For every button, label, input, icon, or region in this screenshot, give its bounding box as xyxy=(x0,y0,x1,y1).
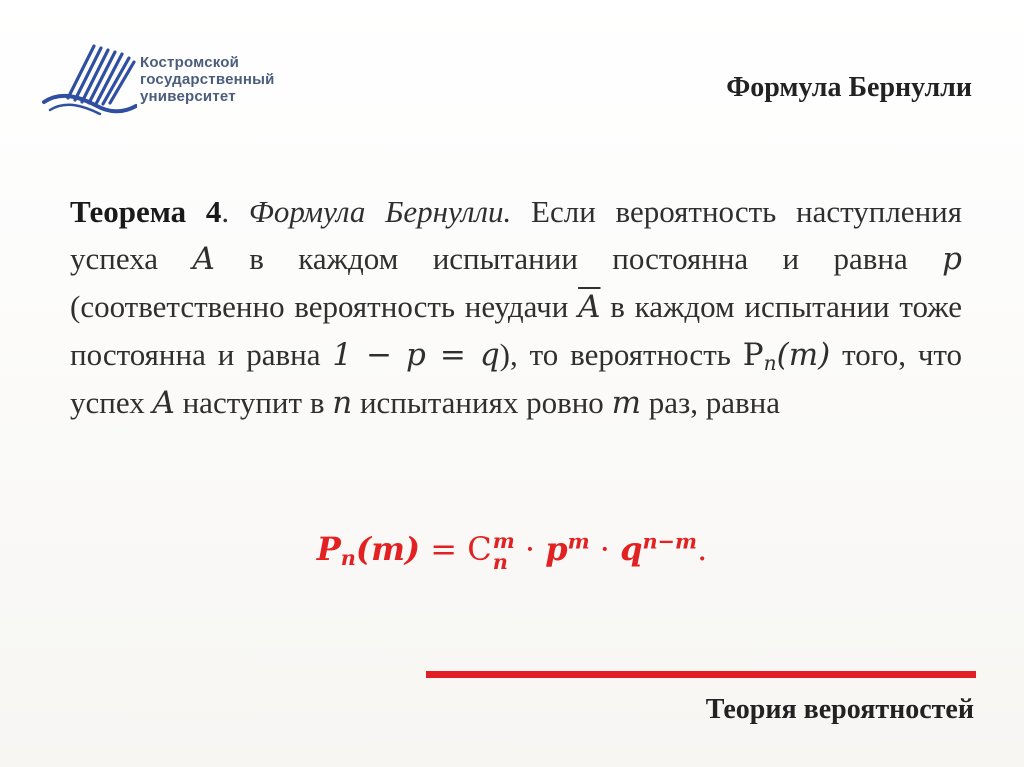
formula-c-sup: m xyxy=(492,527,515,553)
theorem-seg3: (соответственно вероятность неудачи xyxy=(70,289,569,324)
formula-dot1: · xyxy=(524,530,536,568)
prob-p: p xyxy=(942,241,963,277)
theorem-label-period: . xyxy=(221,194,230,229)
formula-p-sup: m xyxy=(567,528,590,554)
formula-dot2: · xyxy=(599,530,610,568)
formula-lhs-p: P xyxy=(316,530,341,568)
theorem-text xyxy=(70,188,962,427)
theorem-seg2: в каждом испытании постоянна и равна xyxy=(249,241,908,276)
theorem-seg7: наступит в xyxy=(182,385,325,420)
prob-arg-m: (m) xyxy=(776,337,831,373)
formula-equals: = xyxy=(430,530,458,568)
university-name-line2: государственный xyxy=(140,71,275,88)
course-title: Теория вероятностей xyxy=(705,694,974,725)
formula-q-sup: n−m xyxy=(642,528,698,554)
successes-m: m xyxy=(611,385,641,421)
formula-lhs-arg: (m) xyxy=(355,530,421,568)
theorem-seg8: испытаниях ровно xyxy=(359,385,604,420)
prob-symbol xyxy=(742,337,831,376)
formula-c: C xyxy=(467,530,492,568)
slide-title: Формула Бернулли xyxy=(726,72,972,103)
footer-divider xyxy=(426,671,976,678)
formula-c-indices xyxy=(492,527,515,574)
theorem-seg4: в каждом испытании тоже постоянна и равна xyxy=(70,289,962,372)
theorem-seg6: того, что успех xyxy=(70,337,963,420)
expr-q: 1 − p = q xyxy=(332,337,500,373)
trials-n: n xyxy=(332,385,353,421)
prob-p-letter: P xyxy=(742,337,764,373)
event-a-2: A xyxy=(152,385,175,421)
university-name-line1: Костромской xyxy=(140,54,240,71)
formula-q: q xyxy=(620,530,643,568)
theorem-seg5: ), то вероятность xyxy=(499,337,731,372)
bernoulli-formula xyxy=(0,527,1024,574)
event-a-complement: $\overline{A}$ xyxy=(578,289,601,325)
formula-c-sub: n xyxy=(492,548,508,574)
theorem-seg1: Если вероятность наступления успеха xyxy=(70,194,963,276)
theorem-label: Теорема 4 xyxy=(70,194,222,229)
university-name xyxy=(140,54,330,105)
formula-lhs-sub: n xyxy=(340,545,356,571)
prob-sub-n: n xyxy=(763,351,777,376)
event-a: A xyxy=(192,241,215,277)
theorem-name: Формула Бернулли. xyxy=(248,194,512,229)
theorem-seg9: раз, равна xyxy=(648,385,780,420)
university-emblem-icon xyxy=(42,40,137,120)
formula-end: . xyxy=(697,530,708,568)
university-logo xyxy=(42,40,322,120)
formula-p: p xyxy=(545,530,568,568)
university-name-line3: университет xyxy=(140,88,236,105)
